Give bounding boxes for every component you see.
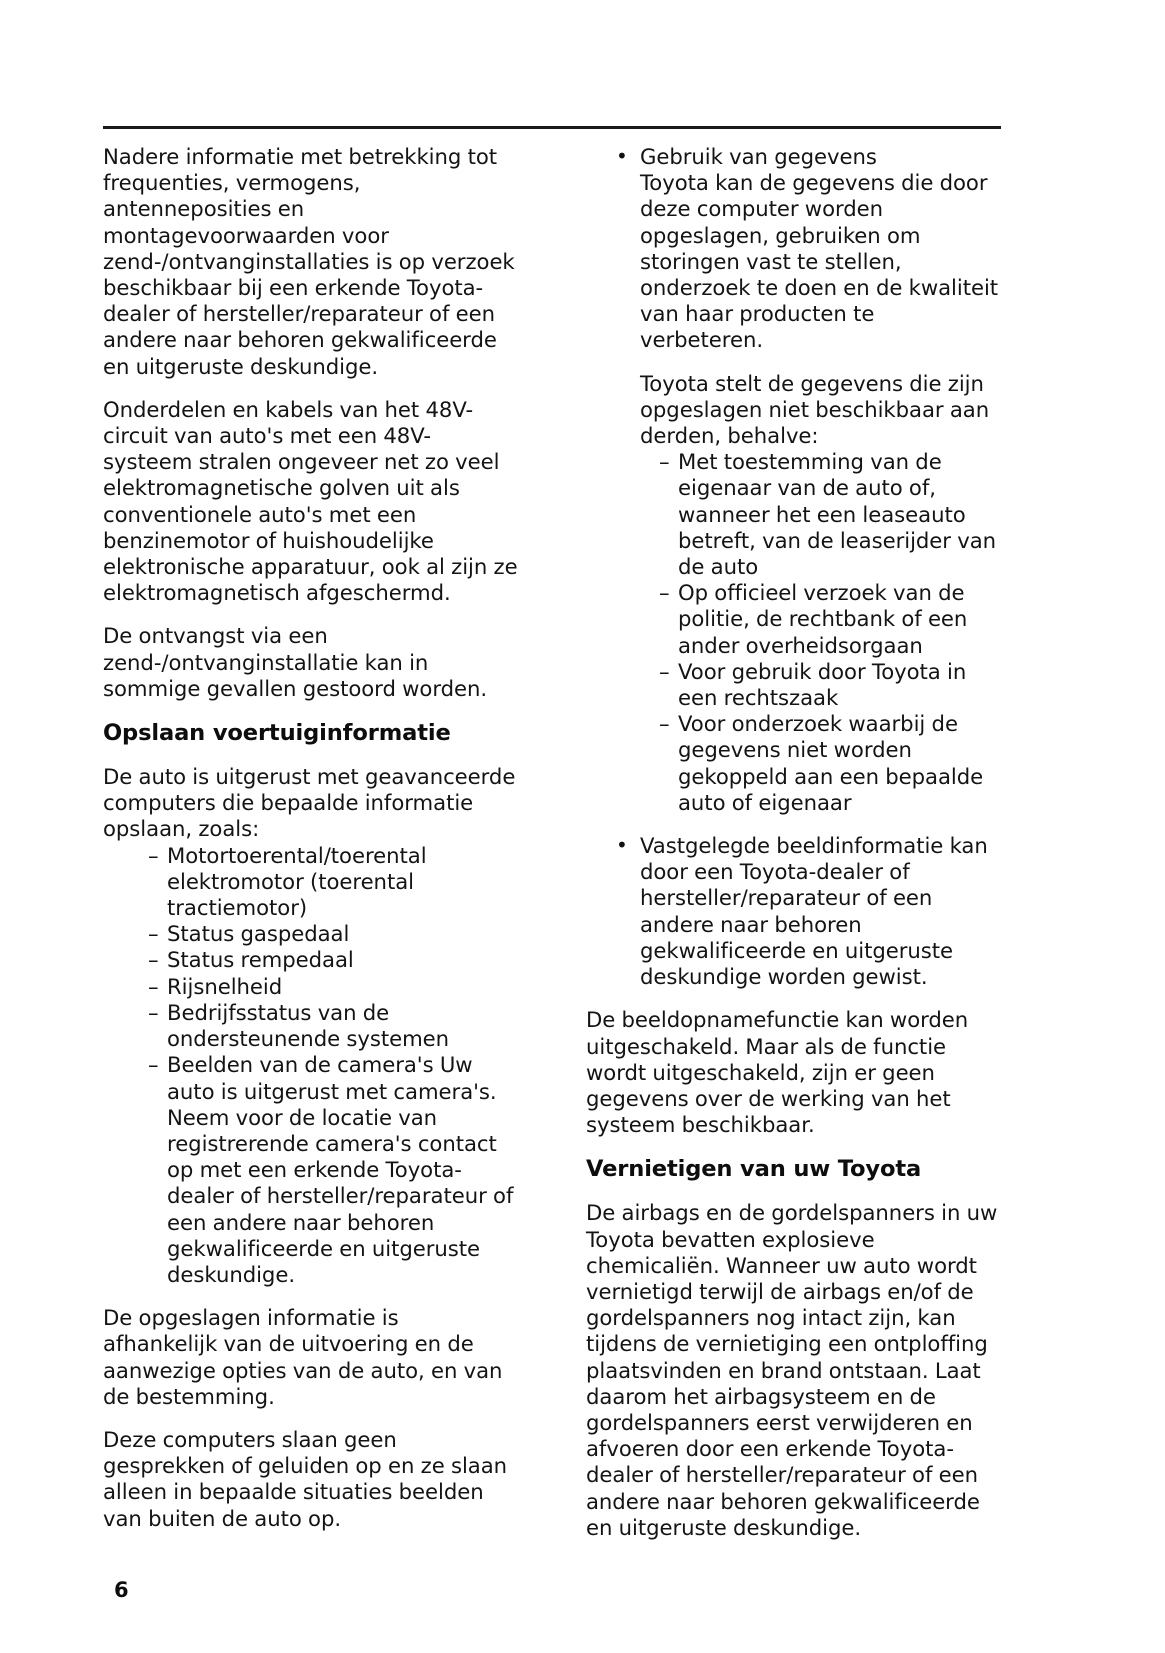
bullet-item-gebruik-van-gegevens (616, 144, 1001, 816)
data-usage-bullet-list (586, 144, 1001, 990)
list-item: – Motortoerental/toerental elektromotor (toerental tractiemotor) (148, 843, 518, 922)
paragraph-computers-intro: De auto is uitgerust met geavanceerde computers die bepaalde informatie opslaan, zoals: (103, 764, 516, 842)
list-item: – Beelden van de camera's Uw auto is uitgerust met camera's. Neem voor de locatie van registrerende camera's contact op met een erkende Toyota-dealer of hersteller/reparateur of een andere naar behoren gekwalificeerde en uitgeruste deskundige. (148, 1052, 518, 1288)
heading-vernietigen-van-uw-toyota: Vernietigen van uw Toyota (586, 1156, 922, 1183)
list-item: – Op officieel verzoek van de politie, de rechtbank of een ander overheidsorgaan (659, 580, 1001, 659)
list-item: – Status gaspedaal (148, 921, 518, 947)
list-item: – Rijsnelheid (148, 974, 518, 1000)
paragraph-reception-interference: De ontvangst via een zend-/ontvanginstallatie kan in sommige gevallen gestoord worden. (103, 623, 488, 701)
paragraph-third-party-disclosure: Toyota stelt de gegevens die zijn opgeslagen niet beschikbaar aan derden, behalve: (640, 370, 990, 449)
list-item: – Met toestemming van de eigenaar van de auto of, wanneer het een leaseauto betreft, van de leaserijder van de auto (659, 449, 1001, 580)
bullet-item-beeldinformatie-wissen (616, 833, 1001, 990)
disclosure-exceptions-list (640, 449, 1001, 816)
paragraph-48v-circuit: Onderdelen en kabels van het 48V-circuit van auto's met een 48V-systeem stralen ongeveer net zo veel elektromagnetische golven uit als conventionele auto's met een benzinemotor of huishoudelijke elektronische apparatuur, ook al zijn ze elektromagnetisch afgeschermd. (103, 396, 518, 606)
left-column (103, 144, 518, 1549)
paragraph-image-data-erasure: • Vastgelegde beeldinformatie kan door een Toyota-dealer of hersteller/reparateur of een andere naar behoren gekwalificeerde en uitgeruste deskundige worden gewist. (640, 833, 988, 990)
list-item: – Voor gebruik door Toyota in een rechtszaak (659, 659, 1001, 711)
bullet-title-gebruik-van-gegevens: • Gebruik van gegevens (640, 144, 877, 169)
two-column-body (103, 144, 1001, 1558)
paragraph-recording-function-disable: De beeldopnamefunctie kan worden uitgeschakeld. Maar als de functie wordt uitgeschakeld, zijn er geen gegevens over de werking van het systeem beschikbaar. (586, 1007, 969, 1138)
right-column (586, 144, 1001, 1558)
stored-data-list (103, 843, 518, 1288)
paragraph-radio-equipment-info: Nadere informatie met betrekking tot frequenties, vermogens, antenneposities en montagevoorwaarden voor zend-/ontvanginstallaties is op verzoek beschikbaar bij een erkende Toyota-dealer of hersteller/reparateur of een andere naar behoren gekwalificeerde en uitgeruste deskundige. (103, 144, 515, 379)
list-item: – Voor onderzoek waarbij de gegevens niet worden gekoppeld aan een bepaalde auto of eigenaar (659, 711, 1001, 816)
heading-opslaan-voertuiginformatie: Opslaan voertuiginformatie (103, 720, 451, 747)
paragraph-stored-info-varies: De opgeslagen informatie is afhankelijk van de uitvoering en de aanwezige opties van de auto, en van de bestemming. (103, 1305, 503, 1409)
header-divider-rule (103, 126, 1001, 129)
list-item: – Bedrijfsstatus van de ondersteunende systemen (148, 1000, 518, 1052)
page-number: 6 (114, 1578, 129, 1602)
list-item: – Status rempedaal (148, 947, 518, 973)
paragraph-no-audio-recording: Deze computers slaan geen gesprekken of geluiden op en ze slaan alleen in bepaalde situaties beelden van buiten de auto op. (103, 1426, 508, 1531)
paragraph-toyota-data-usage: Toyota kan de gegevens die door deze computer worden opgeslagen, gebruiken om storingen vast te stellen, onderzoek te doen en de kwaliteit van haar producten te verbeteren. (640, 170, 999, 353)
paragraph-airbag-disposal-warning: De airbags en de gordelspanners in uw Toyota bevatten explosieve chemicaliën. Wanneer uw auto wordt vernietigd terwijl de airbags en/of de gordelspanners nog intact zijn, kan tijdens de vernietiging een ontploffing plaatsvinden en brand ontstaan. Laat daarom het airbagsysteem en de gordelspanners eerst verwijderen en afvoeren door een erkende Toyota-dealer of hersteller/reparateur of een andere naar behoren gekwalificeerde en uitgeruste deskundige. (586, 1200, 998, 1540)
